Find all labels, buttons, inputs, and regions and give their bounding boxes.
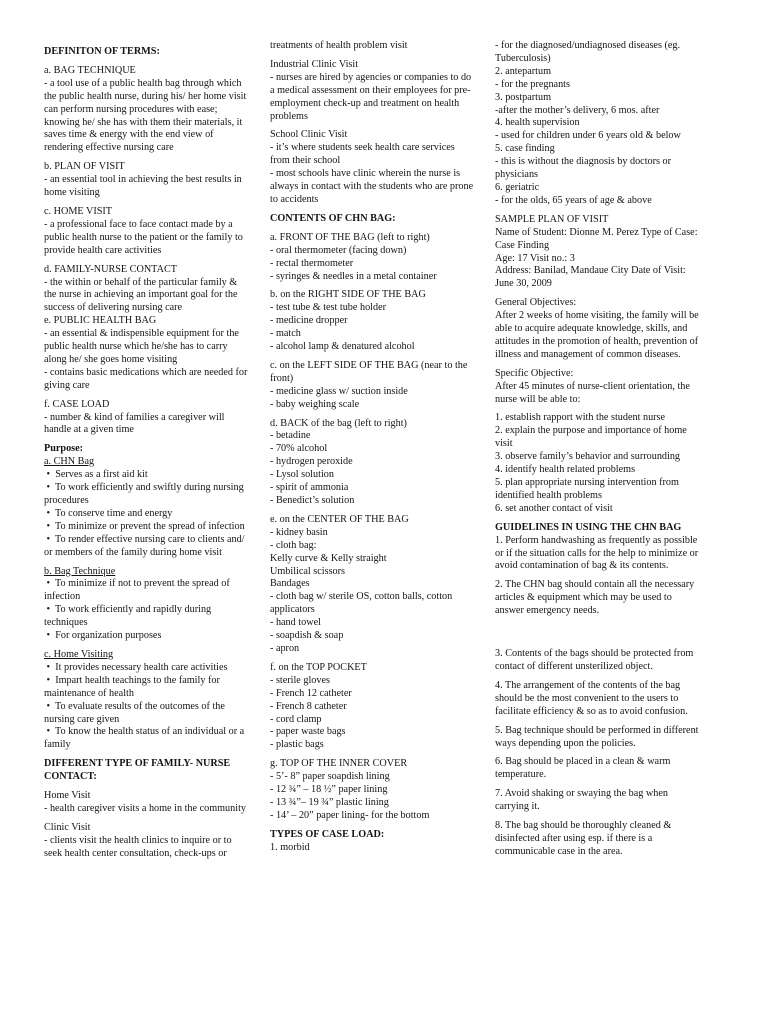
text-line: - betadine bbox=[270, 430, 311, 442]
text-line: home visiting bbox=[44, 187, 100, 199]
text-line: - clients visit the health clinics to inquire or to bbox=[44, 834, 232, 846]
subheading: b. Bag Technique bbox=[44, 565, 116, 577]
column-middle bbox=[270, 40, 500, 855]
text-line: infection bbox=[44, 591, 81, 603]
text-line: • To minimize if not to prevent the spread of bbox=[44, 578, 230, 590]
text-line: 5. case finding bbox=[495, 143, 555, 155]
text-line: • To minimize or prevent the spread of infection bbox=[44, 520, 245, 532]
section-heading: GUIDELINES IN USING THE CHN BAG bbox=[495, 521, 682, 533]
text-line: - French 8 catheter bbox=[270, 700, 347, 712]
text-line: physicians bbox=[495, 169, 539, 181]
text-line: - number & kind of families a caregiver will bbox=[44, 411, 225, 423]
text-line: • To render effective nursing care to clients and/ bbox=[44, 533, 245, 545]
text-line: e. on the CENTER OF THE BAG bbox=[270, 513, 409, 525]
text-line: - sterile gloves bbox=[270, 674, 330, 686]
text-line: attitudes in the promotion of health, prevention of bbox=[495, 335, 699, 347]
text-line: Age: 17 Visit no.: 3 bbox=[495, 252, 575, 264]
text-line: - used for children under 6 years old & below bbox=[495, 130, 681, 142]
text-line: 6. set another contact of visit bbox=[495, 502, 613, 514]
text-line: d. FAMILY-NURSE CONTACT bbox=[44, 263, 177, 275]
text-line: can perform nursing procedures with ease; bbox=[44, 103, 218, 115]
text-line: maintenance of health bbox=[44, 687, 134, 699]
text-line: always in contact with the students who are prone bbox=[270, 181, 474, 193]
text-line: - rectal thermometer bbox=[270, 257, 354, 269]
text-line: b. PLAN OF VISIT bbox=[44, 161, 125, 173]
column-left bbox=[44, 40, 276, 861]
text-line: - a tool use of a public health bag through which bbox=[44, 77, 242, 89]
text-line: • To know the health status of an individual or a bbox=[44, 726, 245, 738]
section-heading: DEFINITON OF TERMS: bbox=[44, 46, 160, 57]
text-line: success of delivering nursing care bbox=[44, 302, 183, 314]
text-line: - spirit of ammonia bbox=[270, 482, 349, 494]
text-line: - test tube & test tube holder bbox=[270, 302, 386, 314]
text-line: answer emergency needs. bbox=[495, 605, 600, 617]
text-line: 4. The arrangement of the contents of the bag bbox=[495, 679, 681, 691]
text-line: g. TOP OF THE INNER COVER bbox=[270, 758, 408, 770]
text-line: b. on the RIGHT SIDE OF THE BAG bbox=[270, 289, 426, 301]
subheading: a. CHN Bag bbox=[44, 456, 95, 468]
text-line: 1. Perform handwashing as frequently as possible bbox=[495, 534, 698, 546]
text-line: 7. Avoid shaking or swaying the bag when bbox=[495, 788, 668, 800]
text-line: public health nurse to the patient or the family to bbox=[44, 231, 243, 243]
text-line: - contains basic medications which are needed for bbox=[44, 366, 248, 378]
text-line: - medicine glass w/ suction inside bbox=[270, 385, 408, 397]
text-line: Case Finding bbox=[495, 239, 550, 251]
text-line: carrying it. bbox=[495, 801, 540, 813]
text-line: - plastic bags bbox=[270, 739, 324, 751]
text-line: • For organization purposes bbox=[44, 630, 162, 642]
text-line: 8. The bag should be thoroughly cleaned & bbox=[495, 820, 672, 832]
text-line: Umbilical scissors bbox=[270, 565, 345, 577]
text-line: nursing care given bbox=[44, 713, 120, 725]
text-line: identified health problems bbox=[495, 489, 602, 501]
section-heading: Purpose: bbox=[44, 443, 84, 455]
text-line: the nurse in achieving an important goal for the bbox=[44, 289, 238, 301]
text-line: - an essential & indispensible equipment for the bbox=[44, 328, 239, 340]
text-line: After 2 weeks of home visiting, the family will be bbox=[495, 310, 699, 322]
text-line: - French 12 catheter bbox=[270, 687, 352, 699]
text-line: - for the olds, 65 years of age & above bbox=[495, 194, 652, 206]
text-line: 5. Bag technique should be performed in different bbox=[495, 724, 699, 736]
text-line: Industrial Clinic Visit bbox=[270, 58, 359, 70]
text-line: seek health center consultation, check-ups or bbox=[44, 847, 227, 859]
section-heading: TYPES OF CASE LOAD: bbox=[270, 828, 385, 840]
subheading: c. Home Visiting bbox=[44, 648, 114, 660]
text-line: 3. Contents of the bags should be protected from bbox=[495, 648, 694, 660]
text-line: School Clinic Visit bbox=[270, 129, 348, 141]
text-line: June 30, 2009 bbox=[495, 278, 552, 290]
section-heading: CONTENTS OF CHN BAG: bbox=[270, 212, 396, 224]
text-line: - this is without the diagnosis by doctors or bbox=[495, 156, 672, 168]
text-line: - Benedict’s solution bbox=[270, 495, 355, 506]
text-line: -after the mother’s delivery, 6 mos. after bbox=[495, 104, 660, 116]
text-line: e. PUBLIC HEALTH BAG bbox=[44, 315, 157, 327]
text-line: applicators bbox=[270, 604, 315, 616]
text-line: - paper waste bags bbox=[270, 726, 346, 738]
text-line: the public health nurse, during his/ her home visit bbox=[44, 90, 247, 102]
text-line: 1. morbid bbox=[270, 841, 310, 853]
text-line: procedures bbox=[44, 495, 89, 506]
text-line: - 12 ¾” – 18 ½” paper lining bbox=[270, 784, 388, 796]
text-line: illness and management of common diseases. bbox=[495, 348, 681, 360]
text-line: contact of different unsterilized object. bbox=[495, 660, 653, 672]
section-heading: DIFFERENT TYPE OF FAMILY- NURSE bbox=[44, 758, 231, 770]
text-line: public health nurse which he/she has to carry bbox=[44, 341, 228, 353]
text-line: - 70% alcohol bbox=[270, 443, 328, 455]
text-line: provide health care activities bbox=[44, 244, 162, 256]
text-line: nurse will be able to: bbox=[495, 393, 581, 405]
text-line: 6. geriatric bbox=[495, 181, 540, 193]
text-line: Name of Student: Dionne M. Perez Type of Case: bbox=[495, 226, 698, 238]
text-line: - match bbox=[270, 328, 301, 340]
text-line: a. FRONT OF THE BAG (left to right) bbox=[270, 231, 430, 243]
section-heading: CONTACT: bbox=[44, 771, 97, 783]
text-line: along he/ she goes home visiting bbox=[44, 353, 178, 365]
text-line: Specific Objective: bbox=[495, 367, 574, 379]
text-line: rendering effective nursing care bbox=[44, 142, 174, 154]
text-line: f. on the TOP POCKET bbox=[270, 661, 367, 673]
text-line: treatments of health problem visit bbox=[270, 40, 408, 51]
text-line: family bbox=[44, 739, 71, 751]
text-line: to accidents bbox=[270, 193, 319, 205]
text-line: - for the diagnosed/undiagnosed diseases (eg. bbox=[495, 40, 681, 51]
text-line: Home Visit bbox=[44, 790, 91, 802]
text-line: • Serves as a first aid kit bbox=[44, 469, 148, 481]
text-line: - cloth bag w/ sterile OS, cotton balls, cotton bbox=[270, 591, 453, 603]
text-line: - it’s where students seek health care services bbox=[270, 142, 455, 154]
text-line: 1. establish rapport with the student nurse bbox=[495, 412, 666, 424]
text-line: 2. explain the purpose and importance of home bbox=[495, 425, 687, 437]
text-line: - hydrogen peroxide bbox=[270, 456, 353, 468]
text-line: employment check-up and treatment on health bbox=[270, 97, 460, 109]
text-line: facilitate efficiency & so as to avoid confusion. bbox=[495, 705, 688, 717]
text-line: • To conserve time and energy bbox=[44, 507, 173, 519]
text-line: or if the situation calls for the help to minimize or bbox=[495, 547, 699, 559]
text-line: avoid contamination of bag & its contents. bbox=[495, 560, 669, 572]
text-line: problems bbox=[270, 110, 308, 122]
text-line: knowing he/ she has with them their materials, it bbox=[44, 116, 243, 128]
text-line: 2. antepartum bbox=[495, 65, 552, 77]
text-line: saves time & energy with the end view of bbox=[44, 129, 214, 141]
text-line: - most schools have clinic wherein the nurse is bbox=[270, 168, 461, 180]
text-line: - baby weighing scale bbox=[270, 398, 360, 410]
text-line: - alcohol lamp & denatured alcohol bbox=[270, 341, 415, 353]
text-line: able to acquire adequate knowledge, skills, and bbox=[495, 323, 688, 335]
text-line: communicable case in the area. bbox=[495, 845, 623, 857]
text-line: 3. observe family’s behavior and surrounding bbox=[495, 451, 681, 463]
text-line: - 5’- 8” paper soapdish lining bbox=[270, 771, 390, 783]
text-line: • To evaluate results of the outcomes of the bbox=[44, 700, 225, 712]
text-line: temperature. bbox=[495, 769, 547, 781]
text-line: Bandages bbox=[270, 578, 310, 590]
text-line: - syringes & needles in a metal container bbox=[270, 270, 437, 282]
text-line: - 14’ – 20” paper lining- for the bottom bbox=[270, 809, 430, 821]
text-line: c. on the LEFT SIDE OF THE BAG (near to the bbox=[270, 359, 468, 371]
text-line: - the within or behalf of the particular family & bbox=[44, 276, 238, 288]
text-line: - Lysol solution bbox=[270, 469, 334, 481]
text-line: d. BACK of the bag (left to right) bbox=[270, 417, 407, 429]
text-line: - hand towel bbox=[270, 617, 321, 629]
text-line: • To work efficiently and rapidly during bbox=[44, 604, 212, 616]
text-line: ways depending upon the policies. bbox=[495, 737, 636, 749]
text-line: - 13 ¾”– 19 ¾” plastic lining bbox=[270, 796, 389, 808]
text-line: Kelly curve & Kelly straight bbox=[270, 552, 387, 564]
column-right bbox=[495, 40, 727, 859]
text-line: c. HOME VISIT bbox=[44, 205, 113, 217]
text-line: or members of the family during home visit bbox=[44, 546, 222, 558]
text-line: - cord clamp bbox=[270, 713, 322, 725]
text-line: giving care bbox=[44, 379, 90, 391]
text-line: 6. Bag should be placed in a clean & warm bbox=[495, 756, 671, 768]
text-line: a. BAG TECHNIQUE bbox=[44, 64, 136, 76]
spacer bbox=[495, 618, 727, 648]
text-line: - nurses are hired by agencies or companies to do bbox=[270, 71, 472, 83]
text-line: - soapdish & soap bbox=[270, 630, 344, 642]
text-line: techniques bbox=[44, 617, 88, 629]
text-line: front) bbox=[270, 372, 294, 384]
text-line: visit bbox=[495, 438, 513, 450]
text-line: • It provides necessary health care activities bbox=[44, 661, 228, 673]
text-line: - kidney basin bbox=[270, 526, 328, 538]
text-line: 2. The CHN bag should contain all the necessary bbox=[495, 579, 695, 591]
text-line: Clinic Visit bbox=[44, 821, 91, 833]
text-line: - cloth bag: bbox=[270, 539, 317, 551]
text-line: After 45 minutes of nurse-client orientation, the bbox=[495, 380, 690, 392]
text-line: Address: Banilad, Mandaue City Date of Visit: bbox=[495, 265, 686, 277]
text-line: - a professional face to face contact made by a bbox=[44, 218, 233, 230]
text-line: 5. plan appropriate nursing intervention from bbox=[495, 477, 679, 488]
text-line: - apron bbox=[270, 642, 300, 654]
text-line: f. CASE LOAD bbox=[44, 398, 110, 410]
text-line: - an essential tool in achieving the best results in bbox=[44, 174, 242, 186]
text-line: General Objectives: bbox=[495, 297, 577, 309]
text-line: disinfected after using esp. if there is a bbox=[495, 832, 653, 844]
text-line: a medical assessment on their employees for pre- bbox=[270, 84, 471, 96]
text-line: SAMPLE PLAN OF VISIT bbox=[495, 213, 609, 225]
text-line: 3. postpartum bbox=[495, 91, 552, 103]
text-line: should be the most convenient to the users to bbox=[495, 692, 679, 704]
text-line: from their school bbox=[270, 155, 341, 167]
text-line: 4. health supervision bbox=[495, 117, 580, 129]
text-line: • To work efficiently and swiftly during nursing bbox=[44, 482, 244, 494]
text-line: - for the pregnants bbox=[495, 78, 570, 90]
text-line: - oral thermometer (facing down) bbox=[270, 244, 407, 256]
text-line: • Impart health teachings to the family for bbox=[44, 674, 220, 686]
text-line: - health caregiver visits a home in the community bbox=[44, 802, 246, 814]
text-line: Tuberculosis) bbox=[495, 52, 551, 64]
text-line: handle at a given time bbox=[44, 424, 134, 436]
text-line: 4. identify health related problems bbox=[495, 464, 636, 476]
text-line: - medicine dropper bbox=[270, 315, 348, 327]
text-line: articles & equipment which may be used to bbox=[495, 592, 672, 604]
